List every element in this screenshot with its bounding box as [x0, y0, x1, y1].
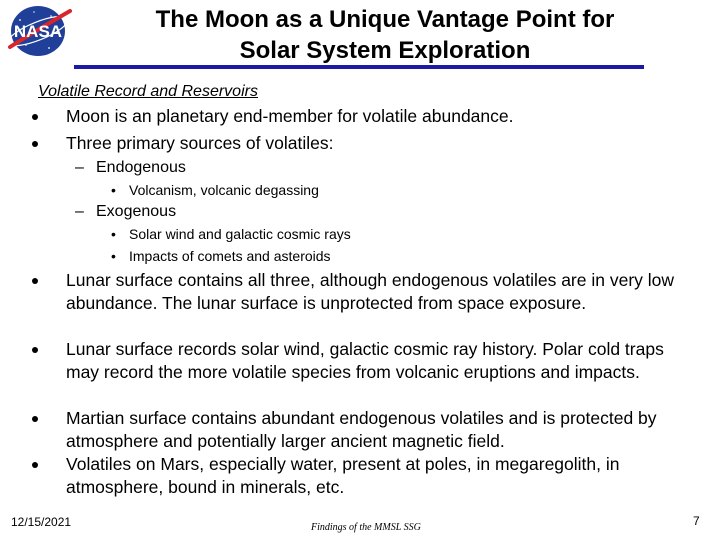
sub-sub-bullet-text: Volcanism, volcanic degassing: [129, 182, 319, 198]
sub-bullet-item: [75, 158, 186, 178]
nasa-logo: [4, 3, 72, 59]
bullet-dot-icon: [32, 347, 38, 353]
title-line-2: Solar System Exploration: [239, 37, 531, 64]
sub-bullet-item: [75, 202, 176, 222]
footer-date: 12/15/2021: [11, 515, 72, 529]
point-marker: •: [111, 248, 116, 264]
bullet-dot-icon: [32, 462, 38, 468]
bullet-text: Three primary sources of volatiles:: [66, 133, 334, 153]
bullet-text: Lunar surface records solar wind, galactic cosmic ray history. Polar cold traps may record the more volatile species from volcanic eruptions and impacts.: [66, 339, 664, 382]
sub-bullet-text: Exogenous: [96, 203, 177, 220]
bullet-dot-icon: [32, 278, 38, 284]
sub-sub-bullet-item: [111, 225, 351, 243]
footer-caption: Findings of the MMSL SSG: [311, 522, 421, 533]
section-heading: Volatile Record and Reservoirs: [38, 83, 258, 100]
sub-sub-bullet-item: [111, 247, 331, 265]
sub-bullet-text: Endogenous: [96, 159, 186, 176]
dash-marker: –: [75, 159, 84, 176]
sub-sub-bullet-item: [111, 181, 319, 199]
bullet-text: Volatiles on Mars, especially water, present at poles, in megaregolith, in atmosphere, bound in minerals, etc.: [66, 454, 620, 497]
point-marker: •: [111, 226, 116, 242]
page-number: 7: [693, 514, 700, 528]
slide-title: [85, 4, 685, 66]
bullet-text: Martian surface contains abundant endogenous volatiles and is protected by atmosphere and potentially larger ancient magnetic field.: [66, 408, 657, 451]
point-marker: •: [111, 182, 116, 198]
dash-marker: –: [75, 203, 84, 220]
title-underline: [74, 65, 644, 69]
bullet-text: Moon is an planetary end-member for volatile abundance.: [66, 106, 514, 126]
bullet-dot-icon: [32, 141, 38, 147]
bullet-text: Lunar surface contains all three, although endogenous volatiles are in very low abundance. The lunar surface is unprotected from space exposure.: [66, 270, 675, 313]
sub-sub-bullet-text: Solar wind and galactic cosmic rays: [129, 226, 351, 242]
svg-text:NASA: NASA: [13, 22, 63, 41]
sub-sub-bullet-text: Impacts of comets and asteroids: [129, 248, 331, 264]
bullet-dot-icon: [32, 114, 38, 120]
title-line-1: The Moon as a Unique Vantage Point for: [155, 6, 615, 33]
bullet-dot-icon: [32, 416, 38, 422]
